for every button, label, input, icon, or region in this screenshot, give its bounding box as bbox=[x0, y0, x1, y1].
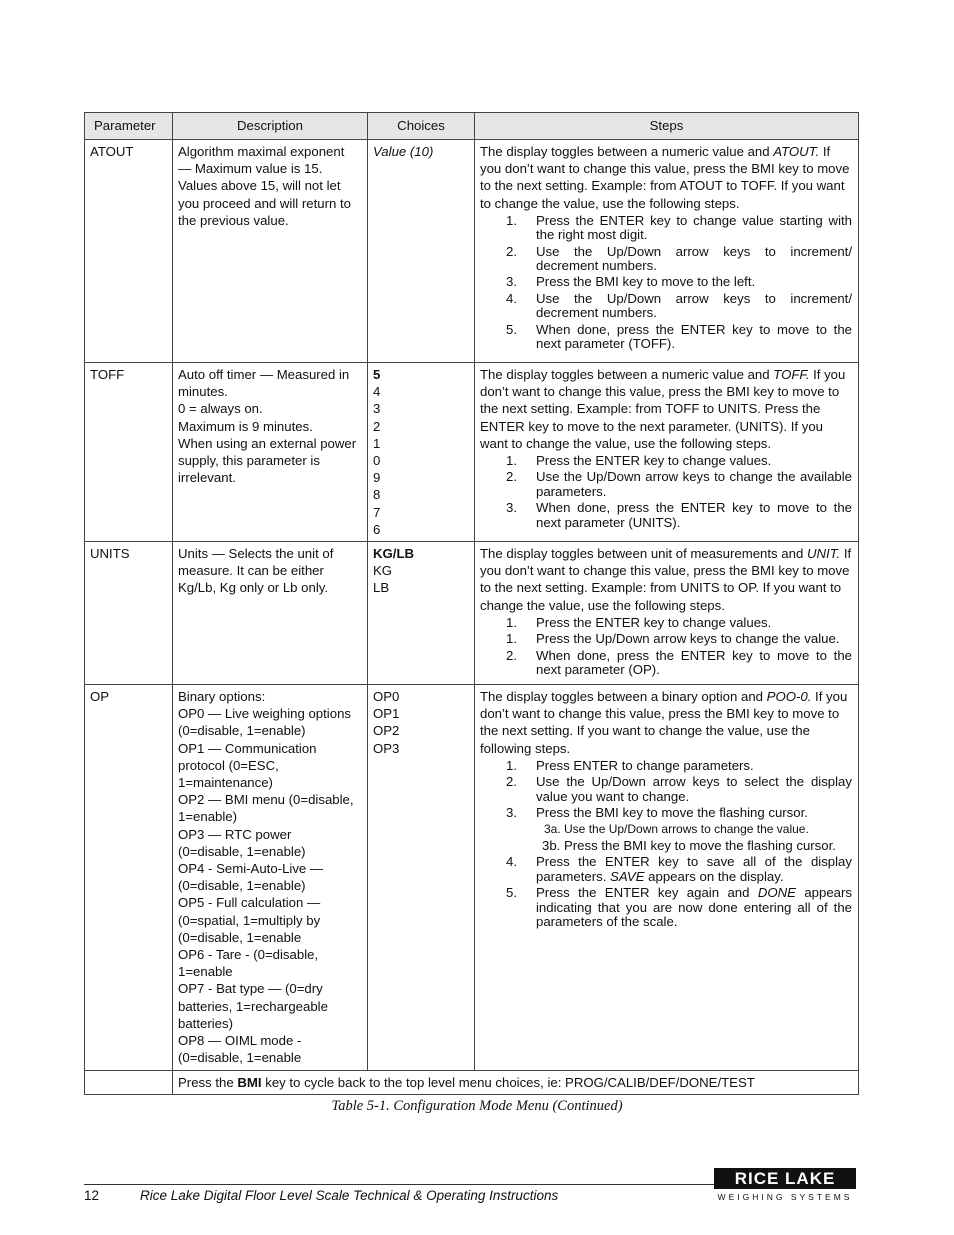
choice-value: 9 bbox=[373, 470, 381, 486]
parameter-cell: UNITS bbox=[85, 542, 173, 685]
table-row-units bbox=[85, 542, 859, 685]
steps-list bbox=[480, 214, 853, 352]
step-number: 3. bbox=[506, 500, 517, 516]
step-item bbox=[480, 806, 853, 820]
description-line: (0=disable, 1=enable) bbox=[178, 843, 306, 859]
step-text: Press the Up/Down arrow keys to change the value. bbox=[536, 631, 840, 647]
choices-cell bbox=[368, 140, 475, 363]
description-line: Kg/Lb, Kg only or Lb only. bbox=[178, 580, 329, 596]
step-text: Press ENTER to change parameters. bbox=[536, 757, 754, 773]
step-item bbox=[480, 649, 853, 678]
step-number: 2. bbox=[506, 647, 517, 663]
step-text: Press the ENTER key to change values. bbox=[536, 453, 772, 469]
description-line: batteries, 1=rechargeable bbox=[178, 998, 328, 1014]
step-item bbox=[480, 632, 853, 646]
step-item bbox=[480, 616, 853, 630]
steps-intro-rest: If you don’t want to change this value, press the BMI key to move to the next setting. If you want to change the value, use the following steps. bbox=[480, 689, 848, 756]
step-item-sub: 3a. Use the Up/Down arrows to change the value. bbox=[544, 822, 809, 837]
description-line: the previous value. bbox=[178, 212, 289, 228]
header-description: Description bbox=[173, 113, 368, 140]
table-row-op bbox=[85, 685, 859, 1070]
step-item bbox=[480, 501, 853, 530]
description-line: OP1 — Communication bbox=[178, 740, 317, 756]
description-line: 1=enable) bbox=[178, 809, 238, 825]
description-line: Algorithm maximal exponent bbox=[178, 144, 345, 159]
step-number: 4. bbox=[506, 854, 517, 870]
step-number: 5. bbox=[506, 885, 517, 901]
steps-intro-keyword: TOFF. bbox=[773, 367, 810, 382]
step-item bbox=[480, 759, 853, 773]
logo-wordmark: RICE LAKE bbox=[714, 1168, 856, 1189]
description-line: When using an external power bbox=[178, 435, 357, 451]
choice-value: LB bbox=[373, 580, 390, 596]
choice-value: OP2 bbox=[373, 723, 400, 739]
choice-value: 6 bbox=[373, 521, 381, 537]
steps-intro bbox=[480, 366, 853, 452]
step-text: Press the BMI key to move to the left. bbox=[536, 274, 756, 290]
step-number: 5. bbox=[506, 321, 517, 337]
step-text bbox=[536, 855, 853, 884]
footer-note-text: Press the bbox=[178, 1074, 238, 1090]
step-item bbox=[480, 245, 853, 274]
document-title: Rice Lake Digital Floor Level Scale Technical & Operating Instructions bbox=[140, 1188, 559, 1203]
step-text: Use the Up/Down arrow keys to increment/ decrement numbers. bbox=[536, 290, 852, 321]
description-line: OP4 - Semi-Auto-Live — bbox=[178, 861, 324, 877]
description-line: (0=disable, 1=enable) bbox=[178, 723, 306, 739]
steps-intro-rest: If you don’t want to change this value, press the BMI key to move to the next setting. Example: from UNITS to OP. If you want to change the value, use the following steps. bbox=[480, 546, 852, 613]
step-text: Use the Up/Down arrow keys to select the display value you want to change. bbox=[536, 774, 852, 804]
steps-intro-keyword: UNIT. bbox=[806, 546, 841, 562]
description-line: minutes. bbox=[178, 384, 228, 400]
footer-note-key: BMI bbox=[237, 1074, 262, 1090]
steps-intro-lead: The display toggles between a numeric value and bbox=[480, 144, 774, 159]
step-text bbox=[536, 886, 853, 929]
description-line: supply, this parameter is bbox=[178, 453, 320, 469]
choices-cell bbox=[368, 363, 475, 542]
table-caption: Table 5-1. Configuration Mode Menu (Continued) bbox=[331, 1098, 623, 1114]
step-text: Press the ENTER key to change value starting with the right most digit. bbox=[536, 212, 852, 243]
description-line: irrelevant. bbox=[178, 470, 236, 486]
step-item bbox=[480, 323, 853, 352]
step-number: 4. bbox=[506, 290, 517, 306]
choices-cell bbox=[368, 685, 475, 1070]
description-line: OP5 - Full calculation — bbox=[178, 895, 321, 911]
step-text: Press the ENTER key to change values. bbox=[536, 614, 772, 630]
steps-cell bbox=[475, 685, 859, 1070]
step-number: 1. bbox=[506, 453, 517, 469]
step-number: 1. bbox=[506, 631, 517, 647]
step-item bbox=[480, 275, 853, 289]
step-item bbox=[480, 886, 853, 929]
steps-cell bbox=[475, 140, 859, 363]
description-line: Binary options: bbox=[178, 689, 266, 705]
logo-tagline: WEIGHING SYSTEMS bbox=[717, 1192, 853, 1202]
description-line: Maximum is 9 minutes. bbox=[178, 418, 313, 434]
step-text-part: Press the ENTER key to save all of the display parameters. bbox=[536, 854, 852, 884]
choices-cell bbox=[368, 542, 475, 685]
description-line: OP3 — RTC power bbox=[178, 826, 292, 842]
step-number: 2. bbox=[506, 243, 517, 259]
step-item bbox=[480, 454, 853, 468]
description-line: protocol (0=ESC, bbox=[178, 757, 279, 773]
step-text-part: appears indicating that you are now done entering all of the parameters of the scale. bbox=[536, 885, 852, 929]
description-line: 1=enable bbox=[178, 964, 233, 980]
choice-value: KG bbox=[373, 563, 393, 579]
steps-cell bbox=[475, 542, 859, 685]
steps-intro-lead: The display toggles between a binary option and bbox=[480, 689, 767, 705]
choice-value: 1 bbox=[373, 435, 381, 451]
steps-intro bbox=[480, 545, 853, 614]
table-row-toff bbox=[85, 363, 859, 542]
parameter-cell: ATOUT bbox=[85, 140, 173, 363]
description-line: Auto off timer — Measured in bbox=[178, 367, 350, 382]
steps-list bbox=[480, 616, 853, 678]
description-line: (0=disable, 1=enable bbox=[178, 1050, 302, 1066]
description-line: Units — Selects the unit of bbox=[178, 546, 334, 562]
step-item-sub: 3b. Press the BMI key to move the flashing cursor. bbox=[542, 837, 836, 853]
description-line: batteries) bbox=[178, 1015, 233, 1031]
description-line: you proceed and will return to bbox=[178, 195, 352, 211]
choice-default: KG/LB bbox=[373, 546, 415, 562]
step-number: 3. bbox=[506, 805, 517, 821]
step-item bbox=[480, 214, 853, 243]
choice-value: 7 bbox=[373, 504, 381, 520]
steps-intro-rest: If you don’t want to change this value, press the BMI key to move to the next setting. Example: from ATOUT to TOFF. If you want to change the value, use the following steps. bbox=[480, 144, 850, 211]
steps-intro-keyword: POO-0. bbox=[766, 689, 812, 705]
choice-value: 8 bbox=[373, 487, 381, 503]
description-line: OP6 - Tare - (0=disable, bbox=[178, 947, 319, 963]
choice-value: OP3 bbox=[373, 740, 400, 756]
page-number: 12 bbox=[84, 1188, 100, 1203]
header-choices: Choices bbox=[368, 113, 475, 140]
description-line: (0=spatial, 1=multiply by bbox=[178, 912, 321, 928]
empty-cell bbox=[85, 1070, 173, 1094]
steps-intro-keyword: ATOUT. bbox=[773, 144, 820, 159]
footer-divider bbox=[84, 1184, 714, 1185]
step-number: 3. bbox=[506, 274, 517, 290]
description-line: (0=disable, 1=enable) bbox=[178, 878, 306, 894]
step-number: 1. bbox=[506, 212, 517, 228]
step-number: 1. bbox=[506, 757, 517, 773]
table-footer-row bbox=[85, 1070, 859, 1094]
choice-value: OP0 bbox=[373, 689, 400, 705]
parameter-cell: TOFF bbox=[85, 363, 173, 542]
table-header-row bbox=[85, 113, 859, 140]
steps-cell bbox=[475, 363, 859, 542]
step-text: When done, press the ENTER key to move to the next parameter (UNITS). bbox=[536, 500, 852, 530]
step-text-part: appears on the display. bbox=[644, 868, 784, 884]
step-text-part: Press the ENTER key again and bbox=[536, 885, 758, 901]
description-cell bbox=[173, 542, 368, 685]
description-cell bbox=[173, 363, 368, 542]
footer-note bbox=[173, 1070, 859, 1094]
step-item bbox=[480, 775, 853, 804]
description-line: OP2 — BMI menu (0=disable, bbox=[178, 792, 354, 808]
step-text: Press the BMI key to move the flashing cursor. bbox=[536, 805, 808, 821]
step-keyword: SAVE bbox=[610, 868, 645, 884]
step-text: When done, press the ENTER key to move to the next parameter (TOFF). bbox=[536, 321, 852, 352]
step-item bbox=[480, 292, 853, 321]
choice-value: 0 bbox=[373, 453, 381, 469]
description-line: — Maximum value is 15. bbox=[178, 161, 323, 177]
steps-intro bbox=[480, 688, 853, 757]
steps-intro-lead: The display toggles between unit of measurements and bbox=[480, 546, 807, 562]
header-parameter: Parameter bbox=[85, 113, 173, 140]
step-text: Use the Up/Down arrow keys to increment/ decrement numbers. bbox=[536, 243, 852, 274]
step-number: 2. bbox=[506, 774, 517, 790]
steps-intro-rest: If you don’t want to change this value, press the BMI key to move to the next setting. Example: from TOFF to UNITS. Press the ENTER key to move to the next parameter. (UNITS). If you want to change the value, use the following steps. bbox=[480, 367, 846, 451]
choice-value: OP1 bbox=[373, 706, 400, 722]
footer-note-text: key to cycle back to the top level menu choices, ie: PROG/CALIB/DEF/DONE/TEST bbox=[261, 1074, 755, 1090]
choice-value: 4 bbox=[373, 384, 381, 400]
description-line: OP0 — Live weighing options bbox=[178, 706, 352, 722]
description-line: Values above 15, will not let bbox=[178, 178, 341, 194]
step-number: 2. bbox=[506, 469, 517, 485]
description-line: 1=maintenance) bbox=[178, 775, 273, 791]
choice-value: 3 bbox=[373, 401, 381, 417]
description-cell bbox=[173, 685, 368, 1070]
rice-lake-logo bbox=[714, 1168, 856, 1208]
description-line: 0 = always on. bbox=[178, 401, 263, 417]
steps-list bbox=[480, 759, 853, 929]
description-cell bbox=[173, 140, 368, 363]
steps-intro bbox=[480, 143, 853, 212]
description-line: OP8 — OIML mode - bbox=[178, 1033, 302, 1049]
description-line: measure. It can be either bbox=[178, 563, 324, 579]
step-text: Use the Up/Down arrow keys to change the available parameters. bbox=[536, 469, 852, 499]
step-text: When done, press the ENTER key to move to the next parameter (OP). bbox=[536, 647, 852, 678]
steps-list bbox=[480, 454, 853, 530]
description-line: (0=disable, 1=enable bbox=[178, 929, 302, 945]
choice-default: 5 bbox=[373, 367, 381, 382]
step-item bbox=[480, 470, 853, 499]
table-row-atout bbox=[85, 140, 859, 363]
configuration-table bbox=[84, 112, 859, 1095]
steps-intro-lead: The display toggles between a numeric value and bbox=[480, 367, 774, 382]
header-steps: Steps bbox=[475, 113, 859, 140]
step-item bbox=[480, 855, 853, 884]
step-number: 1. bbox=[506, 614, 517, 630]
description-line: OP7 - Bat type — (0=dry bbox=[178, 981, 323, 997]
parameter-cell: OP bbox=[85, 685, 173, 1070]
step-keyword: DONE bbox=[757, 885, 796, 901]
choice-value: 2 bbox=[373, 418, 381, 434]
choice-value: Value (10) bbox=[373, 144, 434, 159]
